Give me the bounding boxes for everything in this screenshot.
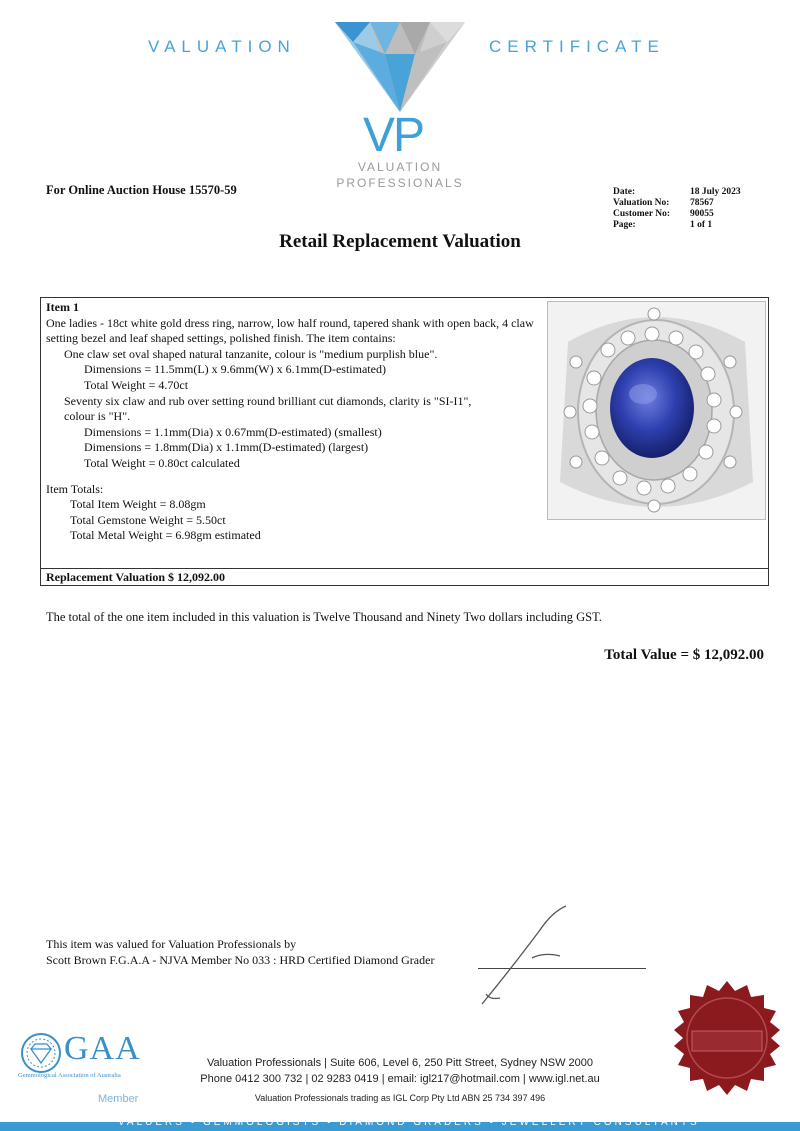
footer-bar-text: VALUERS • GEMMOLOGISTS • DIAMOND GRADERS • JEWELLERY CONSULTANTS bbox=[118, 1117, 700, 1128]
valuation-summary: The total of the one item included in this valuation is Twelve Thousand and Ninety Two dollars including GST. bbox=[46, 610, 602, 624]
total-item-weight: Total Item Weight = 8.08gm bbox=[70, 497, 206, 512]
total-value: Total Value = $ 12,092.00 bbox=[604, 647, 764, 663]
stone1-dimensions: Dimensions = 11.5mm(L) x 9.6mm(W) x 6.1mm(D-estimated) bbox=[84, 362, 386, 377]
footer-address: Valuation Professionals | Suite 606, Level 6, 250 Pitt Street, Sydney NSW 2000 bbox=[206, 1057, 594, 1069]
valuer-line1: This item was valued for Valuation Professionals by bbox=[46, 937, 297, 951]
item-description: One ladies - 18ct white gold dress ring, narrow, low half round, tapered shank with open back, 4 claw setting bezel and leaf shaped settings, polished finish. The item contains: bbox=[46, 315, 534, 346]
client-name: For Online Auction House 15570-59 bbox=[46, 183, 237, 197]
document-title: Retail Replacement Valuation bbox=[279, 231, 521, 252]
valuer-line2: Scott Brown F.G.A.A - NJVA Member No 033 : HRD Certified Diamond Grader bbox=[46, 953, 435, 967]
ring-illustration bbox=[548, 302, 765, 519]
gaa-member-label: Member bbox=[98, 1093, 139, 1105]
footer-abn: Valuation Professionals trading as IGL Corp Pty Ltd ABN 25 734 397 496 bbox=[254, 1093, 546, 1103]
stone2-weight: Total Weight = 0.80ct calculated bbox=[84, 455, 240, 470]
footer-bar bbox=[0, 1117, 800, 1131]
logo-valuation-word: VALUATION bbox=[148, 37, 296, 56]
item-heading: Item 1 bbox=[46, 300, 79, 314]
gaa-logo-text: GAA bbox=[64, 1030, 141, 1067]
replacement-valuation: Replacement Valuation $ 12,092.00 bbox=[41, 568, 768, 585]
signature-icon bbox=[470, 900, 590, 1010]
stone2-dimensions-large: Dimensions = 1.8mm(Dia) x 1.1mm(D-estimated) (largest) bbox=[84, 440, 369, 455]
gaa-full-name: Gemmological Association of Australia bbox=[18, 1072, 121, 1079]
stone2-colour: colour is "H". bbox=[64, 409, 131, 424]
item-details bbox=[46, 300, 544, 544]
stone1-weight: Total Weight = 4.70ct bbox=[84, 377, 189, 392]
meta-block bbox=[613, 187, 741, 231]
date-label: Date: bbox=[613, 187, 636, 197]
date-value: 18 July 2023 bbox=[690, 187, 741, 197]
total-metal-weight: Total Metal Weight = 6.98gm estimated bbox=[70, 528, 261, 543]
logo-certificate-word: CERTIFICATE bbox=[489, 37, 665, 56]
valuation-no-label: Valuation No: bbox=[613, 198, 670, 208]
customer-no-label: Customer No: bbox=[613, 209, 671, 219]
vp-monogram: VP bbox=[363, 109, 424, 162]
page-value: 1 of 1 bbox=[690, 220, 713, 230]
stone2-dimensions-small: Dimensions = 1.1mm(Dia) x 0.67mm(D-estimated) (smallest) bbox=[84, 424, 382, 439]
valuer-block bbox=[46, 936, 434, 968]
valuation-no-value: 78567 bbox=[690, 198, 714, 208]
logo-subtitle-valuation: VALUATION bbox=[357, 160, 443, 174]
page-label: Page: bbox=[613, 220, 636, 230]
stone2-text: Seventy six claw and rub over setting round brilliant cut diamonds, clarity is "SI-I1", bbox=[64, 393, 472, 408]
logo-subtitle-professionals: PROFESSIONALS bbox=[336, 176, 464, 190]
customer-no-value: 90055 bbox=[690, 209, 714, 219]
footer-contact: Phone 0412 300 732 | 02 9283 0419 | email: igl217@hotmail.com | www.igl.net.au bbox=[200, 1073, 600, 1085]
stone1-text: One claw set oval shaped natural tanzanite, colour is "medium purplish blue". bbox=[64, 346, 438, 361]
diamond-logo-icon bbox=[325, 14, 475, 114]
ring-photo bbox=[547, 301, 766, 520]
total-gem-weight: Total Gemstone Weight = 5.50ct bbox=[70, 512, 226, 527]
totals-heading: Item Totals: bbox=[46, 481, 104, 496]
